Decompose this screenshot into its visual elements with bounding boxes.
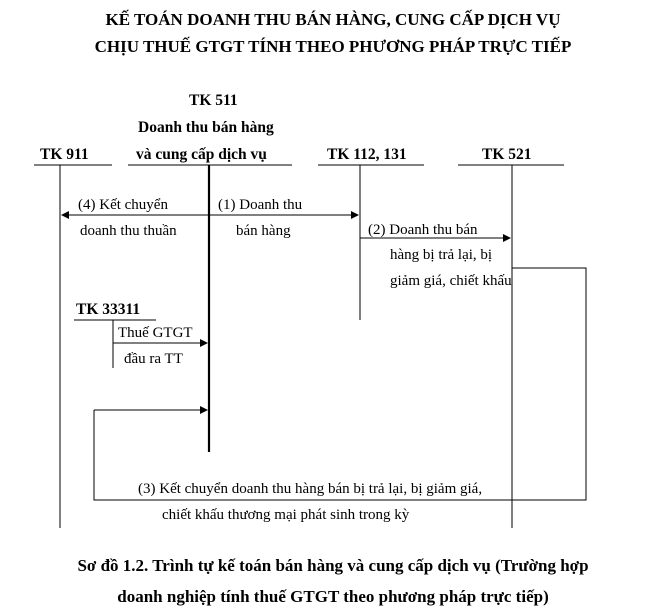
figure-caption-line-2: doanh nghiệp tính thuế GTGT theo phương pháp trực tiếp) (117, 587, 549, 606)
vat-line-1: Thuế GTGT (118, 325, 193, 341)
vat-line-2: đầu ra TT (124, 351, 183, 367)
entry-3-line-2: chiết khấu thương mại phát sinh trong kỳ (162, 507, 410, 523)
tk511-name-line-1: Doanh thu bán hàng (138, 119, 274, 136)
entry-2-line-3: giảm giá, chiết khấu (390, 273, 512, 289)
tk112-131-code: TK 112, 131 (327, 146, 407, 163)
entry-4-line-1: (4) Kết chuyển (78, 197, 168, 213)
entry-3-line-1: (3) Kết chuyển doanh thu hàng bán bị trả lại, bị giảm giá, (138, 481, 483, 497)
tk33311-code: TK 33311 (76, 301, 141, 318)
diagram-title-line-1: KẾ TOÁN DOANH THU BÁN HÀNG, CUNG CẤP DỊCH VỤ (105, 10, 561, 29)
tk511-code: TK 511 (189, 92, 238, 109)
entry-1-line-1: (1) Doanh thu (218, 197, 303, 213)
entry-2-line-2: hàng bị trả lại, bị (390, 247, 493, 263)
entry-2-line-1: (2) Doanh thu bán (368, 222, 478, 238)
diagram-title-line-2: CHỊU THUẾ GTGT TÍNH THEO PHƯƠNG PHÁP TRỰC TIẾP (94, 37, 572, 56)
tk511-name-line-2: và cung cấp dịch vụ (136, 146, 267, 163)
tk911-code: TK 911 (40, 146, 89, 163)
figure-caption-line-1: Sơ đồ 1.2. Trình tự kế toán bán hàng và cung cấp dịch vụ (Trường hợp (77, 556, 589, 575)
entry-4-line-2: doanh thu thuần (80, 223, 177, 239)
entry-1-line-2: bán hàng (236, 223, 291, 239)
tk521-code: TK 521 (482, 146, 532, 163)
